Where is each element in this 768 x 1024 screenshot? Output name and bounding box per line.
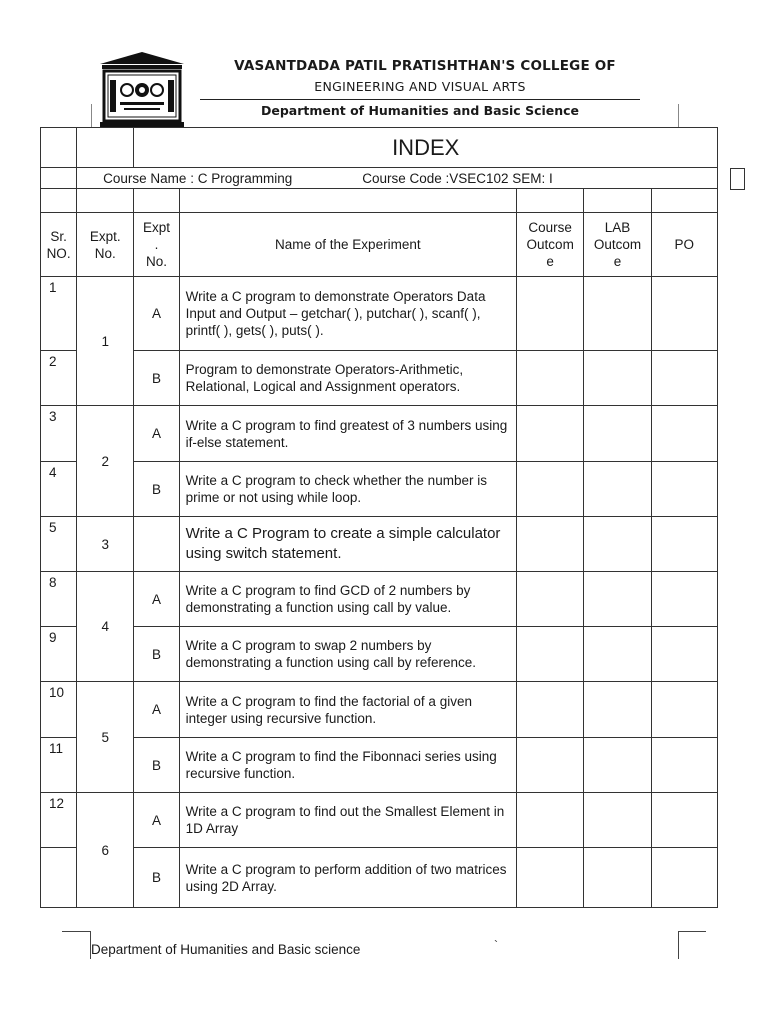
expt-no-cell: 3 xyxy=(77,517,134,572)
spacer-row xyxy=(41,189,718,213)
lab-outcome-cell xyxy=(584,682,651,738)
expt-sub-cell: B xyxy=(134,738,179,793)
table-row xyxy=(41,738,718,793)
po-cell xyxy=(651,277,717,351)
lab-outcome-cell xyxy=(584,277,651,351)
experiment-name-cell: Write a C program to perform addition of two matrices using 2D Array. xyxy=(179,848,516,908)
lab-outcome-cell xyxy=(584,793,651,848)
experiment-name-cell: Write a C program to find the Fibonnaci series using recursive function. xyxy=(179,738,516,793)
expt-no-cell: 4 xyxy=(77,572,134,682)
footer-department: Department of Humanities and Basic science xyxy=(91,942,361,957)
footer-corner-right-vertical xyxy=(678,931,679,959)
lab-outcome-cell xyxy=(584,572,651,627)
experiment-name-cell: Write a C program to check whether the number is prime or not using while loop. xyxy=(179,462,516,517)
lab-outcome-cell xyxy=(584,738,651,793)
table-row xyxy=(41,848,718,908)
expt-no-cell: 1 xyxy=(77,277,134,406)
lab-outcome-cell xyxy=(584,848,651,908)
header-divider xyxy=(200,99,640,100)
course-outcome-cell xyxy=(517,627,584,682)
table-row xyxy=(41,627,718,682)
sr-no-cell: 9 xyxy=(41,627,77,682)
course-outcome-cell xyxy=(517,738,584,793)
table-row xyxy=(41,462,718,517)
sr-no-cell: 5 xyxy=(41,517,77,572)
course-outcome-cell xyxy=(517,848,584,908)
expt-sub-cell: A xyxy=(134,682,179,738)
index-table xyxy=(40,127,718,908)
course-outcome-cell xyxy=(517,406,584,462)
lab-outcome-cell xyxy=(584,406,651,462)
expt-no-cell: 6 xyxy=(77,793,134,908)
course-info xyxy=(77,168,718,189)
course-code: Course Code :VSEC102 SEM: I xyxy=(362,170,553,186)
sr-no-cell: 1 xyxy=(41,277,77,351)
course-name: Course Name : C Programming xyxy=(103,170,293,186)
po-cell xyxy=(651,848,717,908)
expt-sub-cell: B xyxy=(134,462,179,517)
col-po: PO xyxy=(651,213,717,277)
col-name: Name of the Experiment xyxy=(179,213,516,277)
experiment-name-cell: Write a C program to find greatest of 3 numbers using if-else statement. xyxy=(179,406,516,462)
expt-sub-cell: B xyxy=(134,351,179,406)
col-sr-no: Sr. NO. xyxy=(41,213,77,277)
college-name-line1: VASANTDADA PATIL PRATISHTHAN'S COLLEGE OF xyxy=(234,58,616,74)
sr-no-cell xyxy=(41,848,77,908)
experiment-name-cell: Program to demonstrate Operators-Arithmetic, Relational, Logical and Assignment operators. xyxy=(179,351,516,406)
experiment-name-cell: Write a C Program to create a simple calculator using switch statement. xyxy=(179,517,516,572)
po-cell xyxy=(651,572,717,627)
expt-sub-cell: A xyxy=(134,277,179,351)
experiment-name-cell: Write a C program to find out the Smallest Element in 1D Array xyxy=(179,793,516,848)
col-expt-no: Expt. No. xyxy=(77,213,134,277)
sr-no-cell: 11 xyxy=(41,738,77,793)
sr-no-cell: 4 xyxy=(41,462,77,517)
expt-no-cell: 5 xyxy=(77,682,134,793)
expt-sub-cell xyxy=(134,517,179,572)
table-row xyxy=(41,351,718,406)
col-lab-outcome: LAB Outcom e xyxy=(584,213,651,277)
footer-corner-left xyxy=(62,931,90,932)
po-cell xyxy=(651,793,717,848)
expt-sub-cell: B xyxy=(134,627,179,682)
college-name-line2: ENGINEERING AND VISUAL ARTS xyxy=(314,79,526,94)
lab-outcome-cell xyxy=(584,517,651,572)
po-cell xyxy=(651,517,717,572)
expt-no-cell: 2 xyxy=(77,406,134,517)
po-cell xyxy=(651,406,717,462)
experiment-name-cell: Write a C program to swap 2 numbers by demonstrating a function using call by reference. xyxy=(179,627,516,682)
page-header xyxy=(0,0,768,128)
college-emblem-icon xyxy=(96,50,188,130)
table-row xyxy=(41,572,718,627)
experiment-name-cell: Write a C program to find the factorial of a given integer using recursive function. xyxy=(179,682,516,738)
course-row-extension xyxy=(730,168,745,190)
table-row xyxy=(41,277,718,351)
sr-no-cell: 8 xyxy=(41,572,77,627)
lab-outcome-cell xyxy=(584,462,651,517)
course-outcome-cell xyxy=(517,277,584,351)
footer-corner-right xyxy=(678,931,706,932)
expt-sub-cell: A xyxy=(134,793,179,848)
sr-no-cell: 2 xyxy=(41,351,77,406)
experiment-name-cell: Write a C program to demonstrate Operators Data Input and Output – getchar( ), putchar( ), scanf( ), printf( ), gets( ), puts( ). xyxy=(179,277,516,351)
table-row xyxy=(41,682,718,738)
index-title: INDEX xyxy=(134,128,718,168)
course-outcome-cell xyxy=(517,517,584,572)
sr-no-cell: 3 xyxy=(41,406,77,462)
table-row xyxy=(41,406,718,462)
col-expt-sub: Expt . No. xyxy=(134,213,179,277)
table-row xyxy=(41,517,718,572)
lab-outcome-cell xyxy=(584,351,651,406)
sr-no-cell: 10 xyxy=(41,682,77,738)
experiment-name-cell: Write a C program to find GCD of 2 numbers by demonstrating a function using call by value. xyxy=(179,572,516,627)
header-right-tick xyxy=(678,104,679,128)
course-outcome-cell xyxy=(517,793,584,848)
header-left-tick xyxy=(91,104,92,128)
expt-sub-cell: A xyxy=(134,572,179,627)
course-outcome-cell xyxy=(517,462,584,517)
col-course-outcome: Course Outcom e xyxy=(517,213,584,277)
course-row xyxy=(41,168,718,189)
title-row xyxy=(41,128,718,168)
po-cell xyxy=(651,738,717,793)
expt-sub-cell: A xyxy=(134,406,179,462)
course-outcome-cell xyxy=(517,572,584,627)
department-name: Department of Humanities and Basic Science xyxy=(260,103,580,118)
sr-no-cell: 12 xyxy=(41,793,77,848)
po-cell xyxy=(651,627,717,682)
expt-sub-cell: B xyxy=(134,848,179,908)
po-cell xyxy=(651,682,717,738)
table-row xyxy=(41,793,718,848)
column-header-row xyxy=(41,213,718,277)
course-outcome-cell xyxy=(517,351,584,406)
lab-outcome-cell xyxy=(584,627,651,682)
po-cell xyxy=(651,351,717,406)
po-cell xyxy=(651,462,717,517)
footer-mark: ` xyxy=(494,938,498,952)
course-outcome-cell xyxy=(517,682,584,738)
